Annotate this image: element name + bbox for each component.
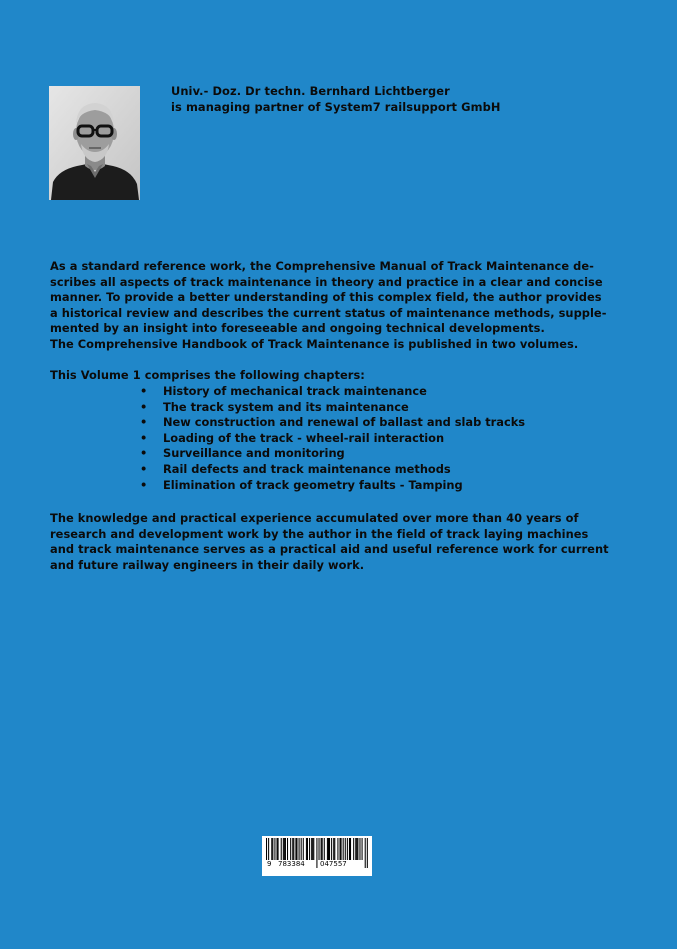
- chapter-title: New construction and renewal of ballast and slab tracks: [163, 415, 526, 430]
- barcode-bar: [331, 838, 332, 860]
- barcode-bar: [367, 838, 368, 868]
- chapters-heading: [50, 368, 630, 384]
- barcode-first-digit: 9: [267, 860, 272, 868]
- closing-line: and future railway engineers in their daily work.: [50, 557, 365, 572]
- barcode-bar: [359, 838, 360, 860]
- author-name: Univ.- Doz. Dr techn. Bernhard Lichtberger: [171, 84, 450, 98]
- barcode-bar: [347, 838, 348, 860]
- barcode-bar: [309, 838, 310, 860]
- barcode-bar: [362, 838, 363, 860]
- intro-paragraph: [50, 259, 630, 353]
- intro-line: manner. To provide a better understanding of this complex field, the author provides: [50, 290, 602, 305]
- chapter-title: The track system and its maintenance: [163, 399, 409, 414]
- chapter-item: [139, 446, 525, 462]
- intro-line: mented by an insight into foreseeable and ongoing technical developments.: [50, 321, 545, 336]
- barcode-bar: [312, 838, 313, 860]
- barcode-bar: [292, 838, 293, 860]
- chapter-item: [139, 415, 525, 431]
- barcode-bar: [327, 838, 328, 860]
- barcode-bars: [262, 836, 372, 876]
- barcode-bar: [337, 838, 338, 860]
- barcode-bar: [365, 838, 366, 868]
- barcode-bar: [333, 838, 334, 860]
- barcode-bar: [328, 838, 329, 860]
- intro-line: scribes all aspects of track maintenance in theory and practice in a clear and concise: [50, 274, 603, 289]
- barcode-bar: [340, 838, 341, 860]
- barcode-bar: [293, 838, 294, 860]
- barcode-bar: [299, 838, 300, 860]
- barcode-bar: [306, 838, 307, 860]
- barcode-bar: [272, 838, 273, 860]
- barcode-bar: [285, 838, 286, 860]
- barcode-bar: [324, 838, 325, 860]
- barcode-bar: [341, 838, 342, 860]
- barcode-bar: [296, 838, 297, 860]
- barcode-bar: [274, 838, 275, 860]
- bullet-icon: •: [140, 415, 148, 430]
- closing-line: research and development work by the author in the field of track laying machines: [50, 526, 589, 541]
- chapters-heading-text: This Volume 1 comprises the following chapters:: [50, 368, 365, 382]
- barcode-bar: [356, 838, 357, 860]
- barcode-bar: [287, 838, 288, 860]
- intro-line: As a standard reference work, the Comprehensive Manual of Track Maintenance de-: [50, 259, 594, 273]
- barcode-group-right: 047557: [320, 860, 347, 868]
- closing-line: and track maintenance serves as a practical aid and useful reference work for current: [50, 542, 609, 557]
- barcode-bar: [345, 838, 346, 860]
- intro-line: a historical review and describes the current status of maintenance methods, supple-: [50, 305, 607, 320]
- chapter-item: [139, 400, 525, 416]
- bullet-icon: •: [140, 430, 148, 445]
- barcode-bar: [278, 838, 279, 860]
- author-role: is managing partner of System7 railsupport GmbH: [171, 100, 501, 114]
- barcode-bar: [290, 838, 291, 860]
- chapter-title: Elimination of track geometry faults - Tamping: [163, 477, 463, 492]
- barcode-bar: [311, 838, 312, 860]
- chapter-item: [139, 462, 525, 478]
- barcode-bar: [343, 838, 344, 860]
- barcode-bar: [281, 838, 282, 860]
- chapter-item: [139, 431, 525, 447]
- barcode-bar: [329, 838, 330, 860]
- barcode-bar: [295, 838, 296, 860]
- barcode-bar: [353, 838, 354, 860]
- chapter-list: [139, 384, 525, 493]
- intro-line: The Comprehensive Handbook of Track Maintenance is published in two volumes.: [50, 336, 579, 351]
- author-portrait: [49, 86, 140, 200]
- barcode-bar: [307, 838, 308, 860]
- barcode-bar: [350, 838, 351, 860]
- barcode-bar: [271, 838, 272, 860]
- barcode-bar: [349, 838, 350, 860]
- barcode-bar: [284, 838, 285, 860]
- chapter-item: [139, 478, 525, 494]
- barcode-bar: [303, 838, 304, 860]
- bullet-icon: •: [140, 399, 148, 414]
- closing-line: The knowledge and practical experience accumulated over more than 40 years of: [50, 511, 579, 525]
- chapter-item: [139, 384, 525, 400]
- closing-paragraph: [50, 511, 630, 573]
- barcode-bar: [322, 838, 323, 860]
- barcode-bar: [277, 838, 278, 860]
- barcode-bar: [301, 838, 302, 860]
- barcode-bar: [334, 838, 335, 860]
- chapter-title: Loading of the track - wheel-rail interaction: [163, 430, 445, 445]
- chapter-title: History of mechanical track maintenance: [163, 384, 427, 398]
- bullet-icon: •: [140, 384, 148, 398]
- barcode-bar: [321, 838, 322, 860]
- barcode-bar: [316, 838, 317, 868]
- bullet-icon: •: [140, 461, 148, 476]
- barcode-bar: [313, 838, 314, 860]
- barcode-bar: [357, 838, 358, 860]
- barcode-bar: [319, 838, 320, 860]
- chapter-title: Rail defects and track maintenance methods: [163, 461, 451, 476]
- barcode-bar: [355, 838, 356, 860]
- barcode-bar: [283, 838, 284, 860]
- author-bio: [171, 83, 500, 115]
- bullet-icon: •: [140, 446, 148, 461]
- barcode-group-left: 783384: [278, 860, 305, 868]
- isbn-barcode: [262, 836, 372, 876]
- chapter-title: Surveillance and monitoring: [163, 446, 345, 461]
- bullet-icon: •: [140, 477, 148, 492]
